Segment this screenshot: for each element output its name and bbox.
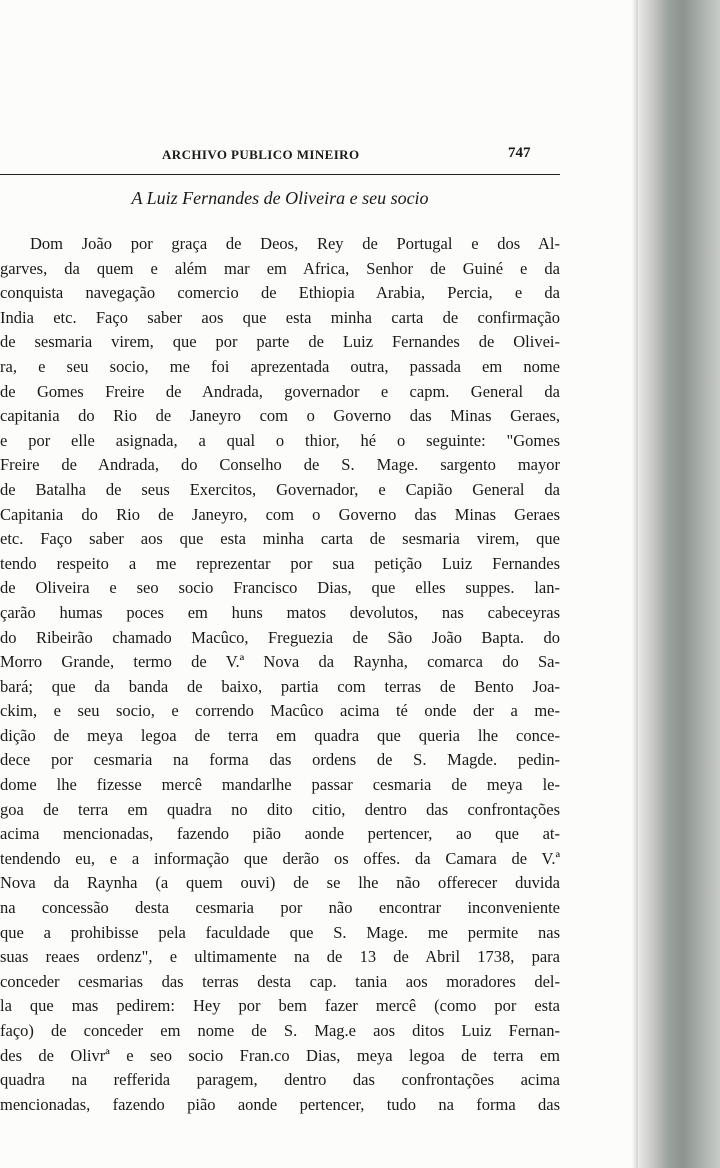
text-line: Nova da Raynha (a quem ouvi) de se lhe não offerecer duvida bbox=[0, 873, 560, 893]
text-line: ra, e seu socio, me foi aprezentada outra, passada em nome bbox=[0, 356, 560, 376]
text-line: etc. Faço saber aos que esta minha carta de sesmaria virem, que bbox=[0, 529, 560, 549]
text-line: Capitania do Rio de Janeyro, com o Governo das Minas Geraes bbox=[0, 504, 560, 524]
text-line: de sesmaria virem, que por parte de Luiz Fernandes de Olivei- bbox=[0, 332, 560, 352]
text-line: na concessão desta cesmaria por não encontrar inconveniente bbox=[0, 898, 560, 918]
text-line: Dom João por graça de Deos, Rey de Portugal e dos Al- bbox=[30, 234, 560, 253]
page-header bbox=[0, 145, 560, 169]
text-line: tendendo eu, e a informação que derão os offes. da Camara de V.ª bbox=[0, 848, 560, 868]
text-line: dece por cesmaria na forma das ordens de S. Magde. pedin- bbox=[0, 750, 560, 770]
text-line: faço) de conceder em nome de S. Mag.e aos ditos Luiz Fernan- bbox=[0, 1021, 560, 1040]
text-line: quadra na refferida paragem, dentro das confrontações acima bbox=[0, 1070, 560, 1090]
text-line: Freire de Andrada, do Conselho de S. Mage. sargento mayor bbox=[0, 455, 560, 475]
text-line: des de Olivrª e seo socio Fran.co Dias, meya legoa de terra em bbox=[0, 1045, 560, 1065]
text-line: ckim, e seu socio, e correndo Macûco acima té onde der a me- bbox=[0, 701, 560, 721]
text-line: de Batalha de seus Exercitos, Governador, e Capião General da bbox=[0, 479, 560, 499]
text-line: Morro Grande, termo de V.ª Nova da Raynha, comarca do Sa- bbox=[0, 652, 560, 672]
text-line: çarão humas poces em huns matos devolutos, nas cabeceyras bbox=[0, 602, 560, 622]
text-line: la que mas pedirem: Hey por bem fazer mercê (como por esta bbox=[0, 996, 560, 1016]
text-line: tendo respeito a me reprezentar por sua petição Luiz Fernandes bbox=[0, 553, 560, 573]
body-text bbox=[0, 232, 560, 1117]
text-line: suas reaes ordenz", e ultimamente na de 13 de Abril 1738, para bbox=[0, 947, 560, 967]
text-line: dome lhe fizesse mercê mandarlhe passar cesmaria de meya le- bbox=[0, 775, 560, 795]
text-line: conquista navegação comercio de Ethiopia Arabia, Percia, e da bbox=[0, 283, 560, 303]
page-number: 747 bbox=[508, 145, 531, 161]
text-line: de Gomes Freire de Andrada, governador e capm. General da bbox=[0, 381, 560, 401]
text-line: que a prohibisse pela faculdade que S. Mage. me permite nas bbox=[0, 922, 560, 942]
text-line: acima mencionadas, fazendo pião aonde pertencer, ao que at- bbox=[0, 824, 560, 844]
text-line: do Ribeirão chamado Macûco, Freguezia de São João Bapta. do bbox=[0, 627, 560, 647]
text-line: garves, da quem e além mar em Africa, Senhor de Guiné e da bbox=[0, 258, 560, 278]
text-line: e por elle asignada, a qual o thior, hé o seguinte: "Gomes bbox=[0, 430, 560, 450]
text-line: India etc. Faço saber aos que esta minha carta de confirmação bbox=[0, 307, 560, 327]
text-line: goa de terra em quadra no dito citio, dentro das confrontações bbox=[0, 799, 560, 819]
text-line: bará; que da banda de baixo, partia com terras de Bento Joa- bbox=[0, 676, 560, 696]
header-rule bbox=[0, 174, 560, 175]
text-line: conceder cesmarias das terras desta cap. tania aos moradores del- bbox=[0, 971, 560, 991]
running-head: ARCHIVO PUBLICO MINEIRO bbox=[162, 147, 360, 162]
text-line: de Oliveira e seo socio Francisco Dias, que elles suppes. lan- bbox=[0, 578, 560, 598]
book-binding bbox=[638, 0, 720, 1168]
text-line: capitania do Rio de Janeyro com o Governo das Minas Geraes, bbox=[0, 406, 560, 426]
section-title: A Luiz Fernandes de Oliveira e seu socio bbox=[131, 188, 429, 208]
text-line: mencionadas, fazendo pião aonde pertencer, tudo na forma das bbox=[0, 1094, 560, 1114]
text-line: dição de meya legoa de terra em quadra que queria lhe conce- bbox=[0, 725, 560, 745]
